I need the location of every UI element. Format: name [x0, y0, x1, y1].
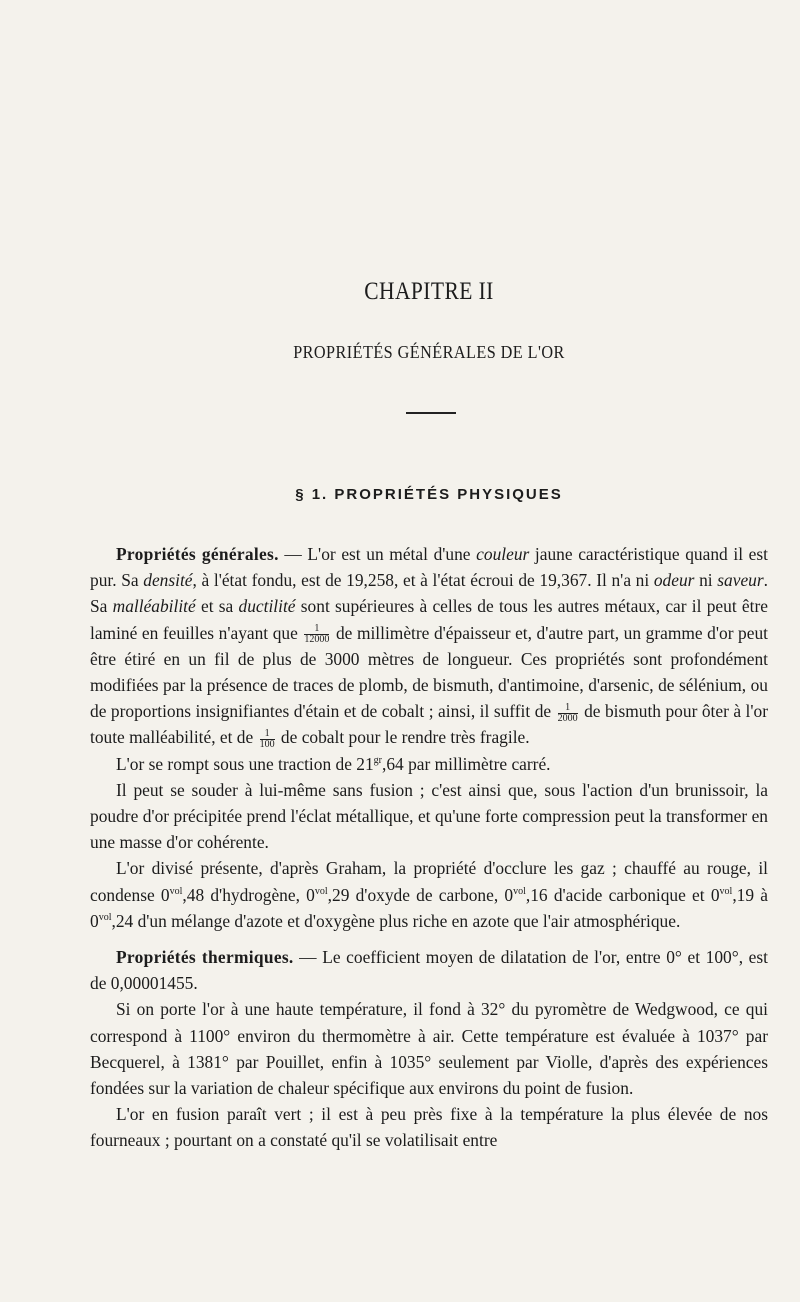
fraction	[558, 703, 578, 724]
text-run: ,24 d'un mélange d'azote et d'oxygène plus riche en azote que l'air atmosphérique.	[111, 910, 681, 931]
text-run: ,64 par millimètre carré.	[382, 753, 551, 774]
divider	[406, 412, 456, 414]
text-run: — L'or est un métal d'une	[278, 544, 477, 564]
superscript: gr	[373, 754, 383, 766]
fraction-numerator: 1	[260, 729, 275, 740]
fraction-numerator: 1	[558, 703, 578, 714]
text-run: sont supérieures à celles de tous les autres métaux, car il peut être laminé en feuilles n'ayant que	[90, 596, 768, 643]
text-run: ni	[694, 570, 718, 591]
paragraph-soldering: Il peut se souder à lui-même sans fusion ; c'est ainsi que, sous l'action d'un brunissoir, la poudre d'or précipitée prend l'éclat métallique, et qu'une forte compression peut la transformer en une masse d'or cohérente.	[90, 779, 768, 853]
fraction-numerator: 1	[304, 624, 329, 635]
paragraph-lead: Propriétés thermiques.	[116, 947, 294, 968]
text-run: L'or se rompt sous une traction de 21	[116, 753, 374, 774]
text-run: , à l'état fondu, est de 19,258, et à l'état écroui de 19,367. Il n'a ni	[192, 570, 654, 591]
emphasis: malléabilité	[112, 596, 196, 617]
chapter-title: CHAPITRE II	[364, 278, 494, 305]
text-run: jaune caractéristique quand il est pur. Sa	[90, 544, 768, 591]
fraction-denominator: 12000	[304, 634, 330, 646]
text-run: ,16 d'acide carbonique et 0	[525, 884, 720, 905]
emphasis: ductilité	[238, 596, 296, 617]
text-run: ,19 à 0	[90, 884, 768, 931]
fraction	[304, 624, 329, 645]
fraction-denominator: 2000	[557, 712, 578, 724]
body-text	[90, 541, 768, 1154]
paragraph-lead: Propriétés générales.	[116, 544, 279, 564]
text-run: . Sa	[90, 570, 768, 617]
emphasis: couleur	[476, 544, 530, 564]
text-run: ,29 d'oxyde de carbone, 0	[327, 884, 514, 905]
emphasis: saveur	[717, 570, 764, 591]
fraction-denominator: 100	[259, 738, 275, 750]
text-run: et sa	[195, 596, 239, 617]
superscript: vol	[314, 885, 328, 897]
superscript: vol	[719, 885, 733, 897]
text-run: de bismuth pour ôter à l'or toute malléabilité, et de	[90, 701, 768, 748]
superscript: vol	[513, 885, 526, 897]
fraction	[260, 729, 275, 750]
section-heading: § 1. PROPRIÉTÉS PHYSIQUES	[295, 486, 563, 503]
paragraph-gas-occlusion	[90, 855, 768, 934]
emphasis: odeur	[653, 570, 695, 591]
text-run: L'or divisé présente, d'après Graham, la propriété d'occlure les gaz ; chauffé au rouge, il condense 0	[90, 858, 768, 905]
superscript: vol	[169, 885, 183, 897]
paragraph-thermal-properties	[90, 944, 768, 996]
text-run: de cobalt pour le rendre très fragile.	[276, 727, 530, 748]
paragraph-melting-point: Si on porte l'or à une haute température, il fond à 32° du pyromètre de Wedgwood, ce qui correspond à 1100° environ du thermomètre à air. Cette température est évaluée à 1037° par Becquerel, à 1381° par Pouillet, enfin à 1035° seulement par Violle, d'après des expériences fondées sur la variation de chaleur spécifique aux environs du point de fusion.	[90, 999, 768, 1099]
emphasis: densité	[143, 570, 193, 591]
text-run: de millimètre d'épaisseur et, d'autre part, un gramme d'or peut être étiré en un fil de plus de 3000 mètres de longueur. Ces propriétés sont profondément modifiées par la présence de traces de plomb, de bismuth, d'antimoine, d'arsenic, de sélénium, ou de proportions insignifiantes d'étain et de cobalt ; ainsi, il suffit de	[90, 622, 768, 722]
paragraph-general-properties	[90, 541, 768, 751]
text-run: ,48 d'hydrogène, 0	[182, 884, 315, 905]
paragraph-volatility: L'or en fusion paraît vert ; il est à peu près fixe à la température la plus élevée de nos fourneaux ; pourtant on a constaté qu'il se volatilisait entre	[90, 1104, 768, 1151]
superscript: vol	[98, 912, 112, 924]
chapter-subtitle: PROPRIÉTÉS GÉNÉRALES DE L'OR	[293, 342, 565, 362]
paragraph-traction	[90, 751, 768, 777]
text-run: — Le coefficient moyen de dilatation de l'or, entre 0° et 100°, est de 0,00001455.	[90, 947, 768, 994]
